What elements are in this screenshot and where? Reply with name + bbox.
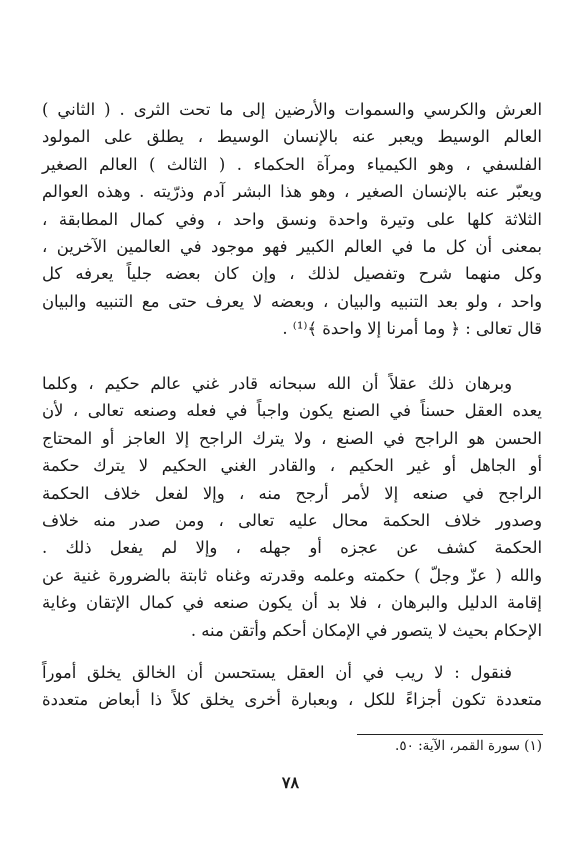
text-line: متعددة تكون أجزاءً للكل ، وبعبارة أخرى يخلق كلاً ذا أبعاض متعددة [42,690,542,710]
footnote: (١) سورة القمر، الآية: ٥٠. [395,738,542,754]
text-line: قال تعالى : ﴿ وما أمرنا إلا واحدة ﴾⁽¹⁾ . [282,319,542,339]
text-line: وبرهان ذلك عقلاً أن الله سبحانه قادر غني عالم حكيم ، وكلما [42,374,512,393]
text-line: الإحكام بحيث لا يتصور في الإمكان أحكم وأتقن منه . [190,620,542,640]
text-line: الثلاثة كلها على وتيرة واحدة ونسق واحد ، وفي كمال المطابقة ، [42,209,542,229]
text-line: وصدور خلاف الحكمة محال عليه تعالى ، ومن صدر منه خلاف [42,510,542,530]
page-number: ٧٨ [281,773,300,792]
paragraph-worlds [42,96,542,343]
text-line: الراجح في صنعه إلا لأمر أرجح منه ، وإلا لفعل خلاف الحكمة [42,483,542,503]
text-line: الفلسفي ، وهو الكيمياء ومرآة الحكماء . ( الثالث ) العالم الصغير [42,154,542,174]
text-line: يعده العقل حسناً في الصنع يكون واجباً في فعله وصنعه تعالى ، لأن [42,401,542,421]
text-line: فنقول : لا ريب في أن العقل يستحسن أن الخالق يخلق أموراً [42,663,512,682]
paragraph-conclusion [42,659,542,714]
text-line: العالم الوسيط ويعبر عنه بالإنسان الوسيط ، يطلق على المولود [42,127,542,147]
text-line: إقامة الدليل والبرهان ، فلا بد أن يكون صنعه في كمال الإتقان وغاية [42,593,542,613]
text-line: الحسن هو الراجح في الصنع ، ولا يترك الراجح إلا العاجز أو المحتاج [42,428,542,448]
text-line: أو الجاهل أو غير الحكيم ، والقادر الغني الحكيم لا يترك حكمة [42,456,542,476]
text-line: العرش والكرسي والسموات والأرضين إلى ما تحت الثرى . ( الثاني ) [42,100,542,119]
text-line: وكل منهما شرح وتفصيل لذلك ، وإن كان بعضه جلياً يعرفه كل [42,264,542,284]
paragraph-proof [42,370,542,644]
footnote-divider [357,734,543,735]
text-line: واحد ، ولو بعد التنبيه والبيان ، وبعضه لا يعرف حتى مع التنبيه والبيان [42,291,542,311]
text-line: والله ( عزّ وجلّ ) حكمته وعلمه وقدرته وغناه ثابتة بالضرورة غنية عن [42,565,542,585]
text-line: الحكمة كشف عن عجزه أو جهله ، وإلا لم يفعل ذلك . [42,538,542,558]
text-line: بمعنى أن كل ما في العالم الكبير فهو موجود في العالمين الآخرين ، [42,236,542,256]
text-line: ويعبّر عنه بالإنسان الصغير ، وهو هذا البشر آدم وذرّيته . وهذه العوالم [42,182,542,202]
